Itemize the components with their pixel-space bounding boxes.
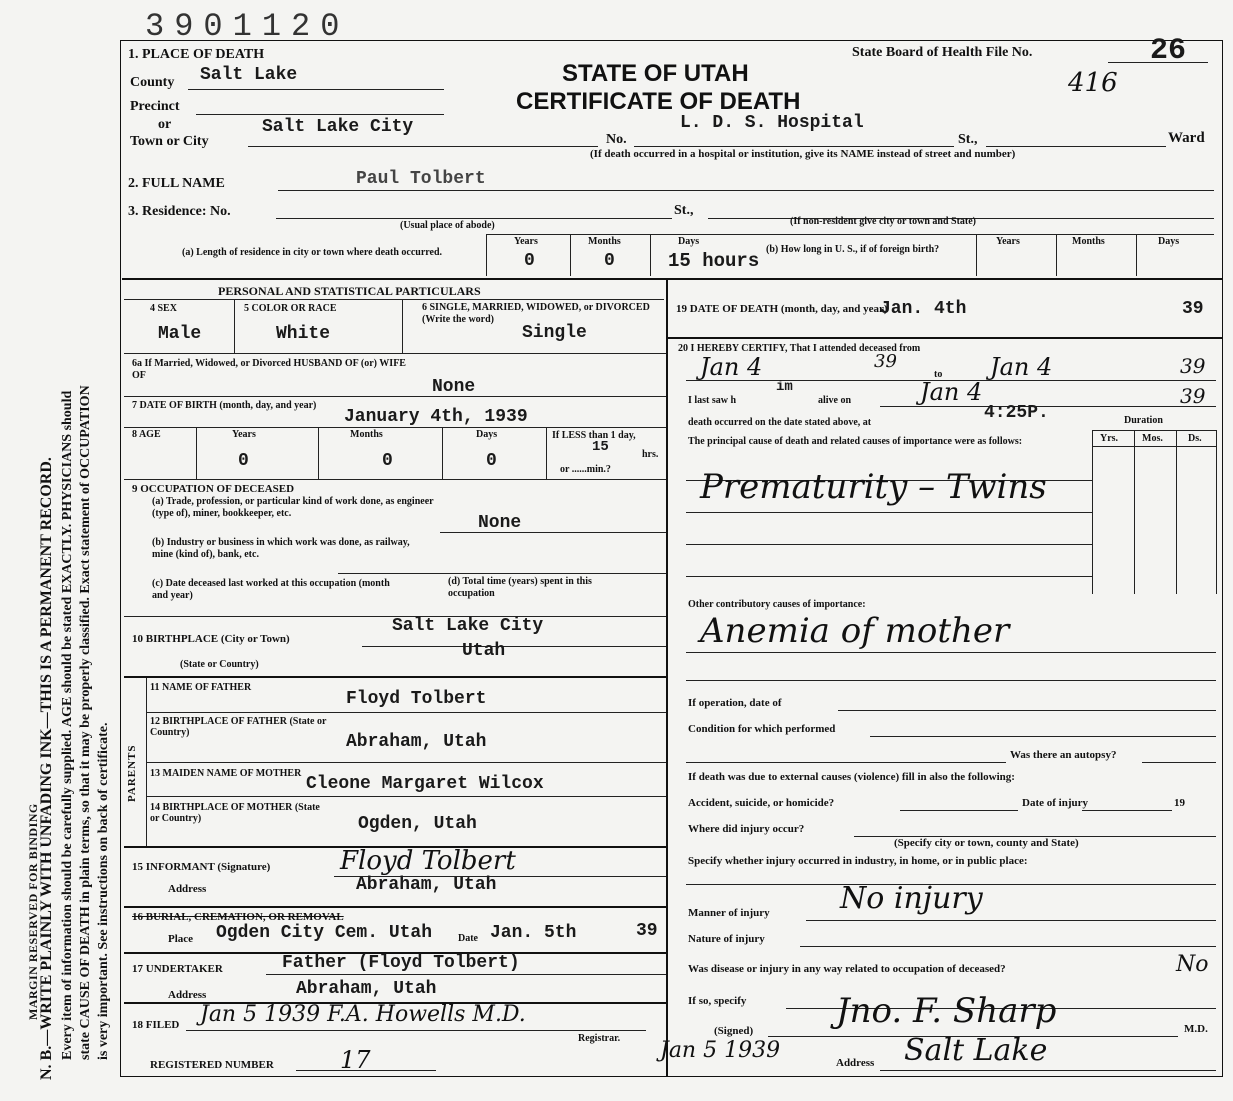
- occupation-time-label: (d) Total time (years) spent in this occupation: [448, 576, 592, 599]
- mother-birthplace: Ogden, Utah: [358, 814, 477, 834]
- binding-margin-note: MARGIN RESERVED FOR BINDING: [26, 803, 40, 1020]
- us-months-label: Months: [1072, 236, 1105, 247]
- residence-years: 0: [524, 251, 535, 271]
- physician-signature: Jno. F. Sharp: [836, 991, 1057, 1031]
- file-number: 26: [1150, 34, 1187, 68]
- filed-label: 18 FILED: [132, 1019, 180, 1031]
- street-no-label: No.: [606, 132, 627, 147]
- autopsy-label: Was there an autopsy?: [1010, 749, 1117, 761]
- injury-place-label: Specify whether injury occurred in industry, in home, or in public place:: [688, 855, 1028, 867]
- burial-date-label: Date: [458, 933, 478, 944]
- condition-label: Condition for which performed: [688, 723, 836, 735]
- residence-street-label: St.,: [674, 203, 694, 218]
- us-days-label: Days: [1158, 236, 1180, 247]
- age-days-label: Days: [476, 429, 498, 440]
- date-of-injury-label: Date of injury: [1022, 797, 1088, 809]
- place-of-death-heading: 1. PLACE OF DEATH: [128, 47, 265, 62]
- father-name-label: 11 NAME OF FATHER: [150, 682, 252, 693]
- certificate-title: CERTIFICATE OF DEATH: [516, 88, 801, 115]
- last-saw-him: im: [776, 379, 793, 395]
- certify-label: 20 I HEREBY CERTIFY, That I attended deceased from: [678, 343, 921, 354]
- manner-of-injury-label: Manner of injury: [688, 907, 770, 919]
- informant-address: Abraham, Utah: [356, 875, 497, 895]
- birthplace-state: Utah: [462, 641, 506, 661]
- occupation-related-label: Was disease or injury in any way related to occupation of deceased?: [688, 963, 1006, 975]
- duration-days-label: Ds.: [1188, 433, 1202, 444]
- county-label: County: [130, 75, 175, 90]
- occupation-industry-label: (b) Industry or business in which work was done, as railway, mine (kind of), bank, etc.: [152, 537, 410, 560]
- occupation-label: 9 OCCUPATION OF DECEASED: [132, 483, 295, 495]
- informant-address-label: Address: [168, 883, 207, 895]
- father-birthplace-label: 12 BIRTHPLACE OF FATHER (State or Country): [150, 716, 327, 738]
- principal-cause: Prematurity – Twins: [700, 467, 1047, 507]
- time-of-death: 4:25P.: [984, 403, 1049, 423]
- occupation-related: No: [1176, 952, 1209, 977]
- age-months-label: Months: [350, 429, 383, 440]
- race-value: White: [276, 324, 331, 344]
- filed-value: Jan 5 1939 F.A. Howells M.D.: [200, 1002, 526, 1027]
- age-years: 0: [238, 451, 249, 471]
- mother-name-label: 13 MAIDEN NAME OF MOTHER: [150, 768, 302, 779]
- burial-label: 16 BURIAL, CREMATION, OR REMOVAL: [132, 911, 344, 923]
- age-months: 0: [382, 451, 393, 471]
- principal-cause-label: The principal cause of death and related causes of importance were as follows:: [688, 436, 1023, 447]
- sex-label: 4 SEX: [150, 303, 177, 314]
- signature-date: Jan 5 1939: [660, 1038, 781, 1063]
- residence-years-label: Years: [514, 236, 538, 247]
- occupation-trade-label: (a) Trade, profession, or particular kind of work done, as engineer (type of), miner, bookkeeper, etc.: [152, 496, 434, 519]
- foreign-birth-label: (b) How long in U. S., if of foreign birth?: [766, 244, 940, 255]
- operation-label: If operation, date of: [688, 697, 782, 709]
- specify-location-note: (Specify city or town, county and State): [894, 837, 1079, 849]
- residence-days: 15 hours: [668, 250, 760, 272]
- residence-months: 0: [604, 251, 615, 271]
- age-hours: 15: [592, 439, 609, 455]
- death-occurred-label: death occurred on the date stated above, at: [688, 417, 872, 428]
- signed-label: (Signed): [714, 1025, 754, 1037]
- burial-date: Jan. 5th: [490, 923, 577, 943]
- spouse-label: 6a If Married, Widowed, or Divorced HUSBAND OF (or) WIFE OF: [132, 358, 406, 381]
- duration-label: Duration: [1124, 415, 1163, 426]
- attended-from-year: 39: [874, 351, 897, 372]
- undertaker-label: 17 UNDERTAKER: [132, 963, 223, 975]
- less-than-day-label: If LESS than 1 day,: [552, 430, 636, 441]
- full-name-value: Paul Tolbert: [356, 169, 486, 189]
- length-of-residence-label: (a) Length of residence in city or town where death occurred.: [182, 247, 443, 258]
- undertaker-value: Father (Floyd Tolbert): [282, 953, 520, 973]
- last-saw-label: I last saw h: [688, 395, 737, 406]
- us-years-label: Years: [996, 236, 1020, 247]
- hospital-value: L. D. S. Hospital: [680, 113, 864, 133]
- permanent-record-note: N. B.—WRITE PLAINLY WITH UNFADING INK—THIS IS A PERMANENT RECORD.: [38, 457, 55, 1080]
- mother-birthplace-label: 14 BIRTHPLACE OF MOTHER (State or Country): [150, 802, 320, 824]
- non-resident-note: (If non-resident give city or town and State): [790, 216, 977, 227]
- md-label: M.D.: [1184, 1023, 1208, 1035]
- contributory-causes: Anemia of mother: [700, 611, 1010, 651]
- undertaker-address-label: Address: [168, 989, 207, 1001]
- occupation-value: None: [478, 513, 522, 533]
- duration-years-label: Yrs.: [1100, 433, 1119, 444]
- precinct-label: Precinct: [130, 99, 180, 114]
- nature-of-injury-label: Nature of injury: [688, 933, 765, 945]
- burial-place: Ogden City Cem. Utah: [216, 923, 433, 943]
- accident-label: Accident, suicide, or homicide?: [688, 797, 835, 809]
- residence-label: 3. Residence: No.: [128, 204, 231, 219]
- certificate-number: 3901120: [145, 8, 350, 45]
- spouse-value: None: [432, 377, 476, 397]
- manner-of-injury: No injury: [840, 881, 983, 916]
- registered-number: 17: [340, 1046, 371, 1074]
- father-name: Floyd Tolbert: [346, 689, 487, 709]
- date-of-birth-value: January 4th, 1939: [344, 407, 528, 427]
- instructions-line3: is very important. See instructions on back of certificate.: [96, 722, 111, 1060]
- date-of-death-year: 39: [1182, 299, 1204, 319]
- physician-address-label: Address: [836, 1057, 875, 1069]
- file-number-handwritten: 416: [1068, 68, 1118, 98]
- burial-year: 39: [636, 921, 658, 941]
- personal-particulars-heading: PERSONAL AND STATISTICAL PARTICULARS: [218, 284, 481, 298]
- alive-on-date: Jan 4: [920, 378, 983, 406]
- residence-days-label: Days: [678, 236, 700, 247]
- attended-from: Jan 4: [700, 353, 763, 381]
- town-label: Town or City: [130, 134, 209, 149]
- age-days: 0: [486, 451, 497, 471]
- alive-on-label: alive on: [818, 395, 852, 406]
- date-of-injury-year: 19: [1174, 797, 1185, 809]
- birthplace-label: 10 BIRTHPLACE (City or Town): [132, 633, 290, 645]
- age-label: 8 AGE: [132, 429, 161, 440]
- mother-name: Cleone Margaret Wilcox: [306, 774, 544, 794]
- burial-place-label: Place: [168, 933, 194, 945]
- birthplace-state-label: (State or Country): [180, 659, 259, 670]
- date-of-death: Jan. 4th: [880, 299, 967, 319]
- street-label: St.,: [958, 132, 978, 147]
- parents-label: PARENTS: [126, 744, 138, 802]
- residence-months-label: Months: [588, 236, 621, 247]
- contributory-causes-label: Other contributory causes of importance:: [688, 599, 866, 610]
- undertaker-address: Abraham, Utah: [296, 979, 437, 999]
- marital-status-label: 6 SINGLE, MARRIED, WIDOWED, or DIVORCED (Write the word): [422, 302, 650, 325]
- instructions-line1: Every item of information should be carefully supplied. AGE should be stated EXACTLY. PHYSICIANS should: [60, 390, 75, 1060]
- attended-to: Jan 4: [990, 353, 1053, 381]
- birthplace-city: Salt Lake City: [392, 616, 544, 636]
- state-title: STATE OF UTAH: [562, 60, 749, 87]
- ward-label: Ward: [1168, 130, 1205, 146]
- file-number-label: State Board of Health File No.: [852, 45, 1033, 60]
- race-label: 5 COLOR OR RACE: [244, 303, 337, 314]
- minutes-label: or ......min.?: [560, 464, 611, 475]
- if-so-label: If so, specify: [688, 995, 747, 1007]
- father-birthplace: Abraham, Utah: [346, 732, 487, 752]
- date-of-birth-label: 7 DATE OF BIRTH (month, day, and year): [132, 400, 317, 411]
- registrar-label: Registrar.: [578, 1033, 621, 1044]
- sex-value: Male: [158, 324, 202, 344]
- marital-status-value: Single: [522, 323, 587, 343]
- external-causes-label: If death was due to external causes (violence) fill in also the following:: [688, 771, 1015, 783]
- age-years-label: Years: [232, 429, 256, 440]
- town-value: Salt Lake City: [262, 117, 414, 137]
- full-name-label: 2. FULL NAME: [128, 176, 225, 191]
- duration-months-label: Mos.: [1142, 433, 1163, 444]
- date-of-death-label: 19 DATE OF DEATH (month, day, and year): [676, 303, 888, 315]
- or-label: or: [158, 117, 172, 132]
- alive-on-year: 39: [1180, 384, 1206, 408]
- registered-number-label: REGISTERED NUMBER: [150, 1059, 274, 1071]
- hours-label: hrs.: [642, 449, 659, 460]
- physician-address: Salt Lake: [904, 1033, 1048, 1068]
- hospital-note: (If death occurred in a hospital or institution, give its NAME instead of street and number): [590, 148, 1016, 160]
- informant-signature: Floyd Tolbert: [340, 846, 516, 876]
- county-value: Salt Lake: [200, 65, 298, 85]
- instructions-line2: state CAUSE OF DEATH in plain terms, so that it may be properly classified. Exact statement of OCCUPATION: [78, 385, 93, 1060]
- to-label: to: [934, 369, 943, 380]
- usual-abode-note: (Usual place of abode): [400, 220, 495, 231]
- informant-label: 15 INFORMANT (Signature): [132, 861, 271, 873]
- occupation-date-label: (c) Date deceased last worked at this occupation (month and year): [152, 578, 390, 601]
- where-injury-label: Where did injury occur?: [688, 823, 805, 835]
- attended-to-year: 39: [1180, 354, 1206, 378]
